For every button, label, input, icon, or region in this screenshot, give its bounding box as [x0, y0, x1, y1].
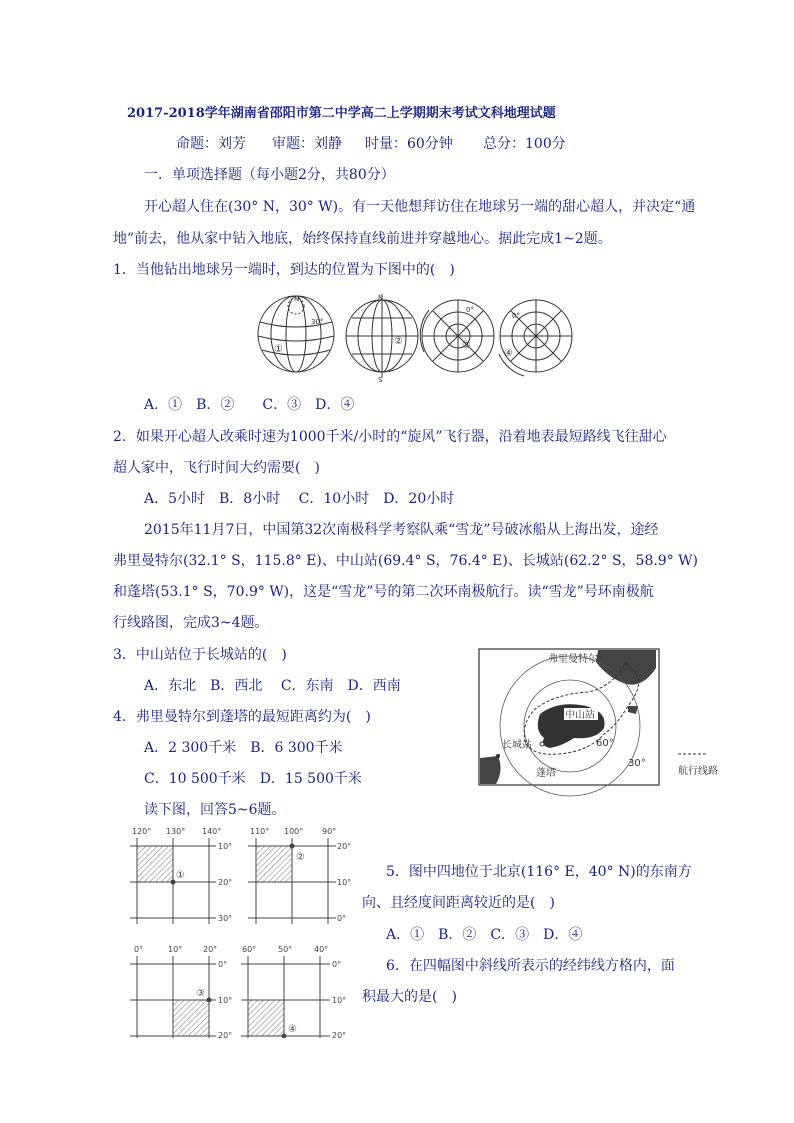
globe3-mark: ③ [462, 340, 471, 351]
q2-line1: 2．如果开心超人改乘时速为1000千米/小时的“旋风”飞行器，沿着地表最短路线飞往甜心 [113, 429, 667, 445]
intro2-line2: 弗里曼特尔(32.1° S，115.8° E)、中山站(69.4° S，76.4° E)、长城站(62.2° S，58.9° W) [113, 553, 699, 569]
q1-stem: 1．当他钻出地球另一端时，到达的位置为下图中的( ) [113, 262, 455, 278]
grid1-mark: ① [176, 870, 185, 881]
svg-text:120°: 120° [132, 827, 152, 836]
svg-text:10°: 10° [218, 842, 233, 851]
q5-options: A．① B．② C．③ D．④ [386, 927, 583, 943]
svg-text:0°: 0° [134, 945, 144, 954]
grid-3 [130, 945, 232, 1038]
intro1-line1: 开心超人住在(30° N，30° W)。有一天他想拜访住在地球另一端的甜心超人，并决定“通 [144, 199, 696, 215]
label-zhongshan: 中山站 [565, 710, 595, 721]
svg-text:0°: 0° [332, 960, 342, 969]
grid-2 [248, 827, 351, 924]
reviewer: 审题：刘静 [272, 136, 342, 152]
svg-text:20°: 20° [332, 1031, 347, 1038]
svg-text:10°: 10° [168, 945, 183, 954]
q2-line2: 超人家中，飞行时间大约需要( ) [113, 460, 320, 476]
svg-text:110°: 110° [250, 827, 270, 836]
q5-line1: 5．图中四地位于北京(116° E，40° N)的东南方 [386, 864, 692, 880]
q4-stem: 4．弗里曼特尔到蓬塔的最短距离约为( ) [113, 709, 371, 725]
globe1-mark: ① [274, 344, 283, 355]
svg-text:40°: 40° [314, 945, 329, 954]
svg-text:140°: 140° [202, 827, 222, 836]
svg-text:30°: 30° [218, 914, 233, 923]
intro2-line1: 2015年11月7日，中国第32次南极科学考察队乘“雪龙”号破冰船从上海出发，途经 [144, 522, 659, 538]
svg-text:0°: 0° [218, 960, 228, 969]
label-fremantle: 弗里曼特尔 [548, 654, 598, 665]
grid-1 [130, 827, 232, 924]
grid2-mark: ② [296, 852, 305, 863]
label-lat60: 60° [596, 738, 614, 749]
svg-text:20°: 20° [337, 842, 352, 851]
svg-text:10°: 10° [218, 996, 233, 1005]
read-figure-prompt: 读下图，回答5~6题。 [144, 802, 286, 818]
svg-text:100°: 100° [284, 827, 304, 836]
author: 命题：刘芳 [176, 136, 246, 152]
svg-text:10°: 10° [337, 878, 352, 887]
q5-line2: 向、且经度间距离较近的是( ) [362, 895, 555, 911]
svg-text:20°: 20° [203, 945, 218, 954]
south-america-land [480, 756, 501, 784]
globe2-mark: ② [394, 336, 403, 347]
globe-figures [254, 292, 580, 382]
svg-text:10°: 10° [332, 996, 347, 1005]
q4-options-ab: A．2 300千米 B．6 300千米 [144, 740, 343, 756]
grid-figures [126, 826, 358, 1038]
q4-options-cd: C．10 500千米 D．15 500千米 [144, 771, 362, 787]
grid4-mark: ④ [288, 1024, 297, 1035]
globe1-n: N [294, 295, 300, 303]
grid-4 [241, 945, 346, 1038]
antarctic-route-map [478, 648, 750, 808]
globe-2 [346, 294, 418, 382]
globe1-30: 30° [311, 318, 324, 326]
label-punta: 蓬塔 [536, 768, 556, 779]
svg-text:20°: 20° [218, 1031, 233, 1038]
globe3-0: 0° [466, 306, 474, 314]
q3-stem: 3．中山站位于长城站的( ) [113, 647, 287, 663]
grid3-mark: ③ [196, 988, 205, 999]
svg-text:130°: 130° [166, 827, 186, 836]
svg-text:0°: 0° [337, 914, 347, 923]
intro2-line4: 行线路图，完成3~4题。 [113, 615, 269, 631]
page-title: 2017-2018学年湖南省邵阳市第二中学高二上学期期末考试文科地理试题 [127, 106, 556, 121]
intro1-line2: 地”前去，他从家中钻入地底，始终保持直线前进并穿越地心。据此完成1~2题。 [113, 231, 612, 247]
time-limit: 时量：60分钟 [365, 136, 453, 152]
label-lat30: 30° [628, 758, 646, 769]
globe-1 [258, 295, 334, 372]
globe4-0: 0° [512, 312, 520, 320]
svg-text:50°: 50° [278, 945, 293, 954]
svg-text:90°: 90° [322, 827, 337, 836]
q6-line1: 6．在四幅图中斜线所表示的经纬线方格内，面 [386, 958, 675, 974]
svg-text:60°: 60° [242, 945, 257, 954]
section-heading: 一．单项选择题（每小题2分，共80分） [144, 167, 395, 183]
q3-options: A．东北 B．西北 C．东南 D．西南 [144, 678, 401, 694]
globe4-mark: ④ [504, 348, 513, 359]
globe2-s: S [378, 376, 383, 382]
q6-line2: 积最大的是( ) [362, 989, 457, 1005]
globe-3 [420, 300, 494, 372]
label-changcheng: 长城站 [502, 740, 532, 751]
intro2-line3: 和蓬塔(53.1° S，70.9° W)，这是“雪龙”号的第二次环南极航行。读“雪龙”号环南极航 [113, 584, 654, 600]
svg-text:20°: 20° [218, 878, 233, 887]
globe2-n: N [378, 294, 384, 302]
total-score: 总分：100分 [483, 136, 566, 152]
legend-route: 航行线路 [678, 766, 718, 777]
q1-options: A．① B．② C．③ D．④ [144, 397, 355, 413]
globe-4 [499, 300, 572, 376]
q2-options: A．5小时 B．8小时 C．10小时 D．20小时 [144, 491, 455, 507]
